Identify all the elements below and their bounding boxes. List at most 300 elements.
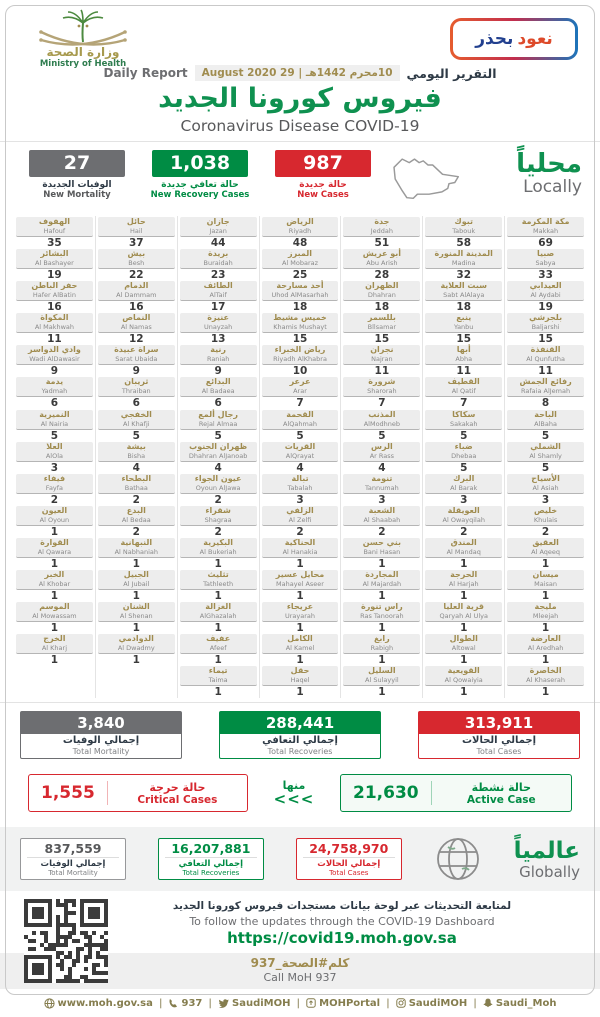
footer-separator: |	[208, 997, 213, 1009]
footer-link-saudimoh[interactable]	[218, 998, 290, 1009]
city-name-en: Al Shenan	[119, 612, 153, 621]
city-name-box	[425, 602, 502, 622]
city-cell	[425, 280, 502, 312]
city-cell	[262, 665, 339, 697]
city-column	[259, 216, 341, 698]
city-name-en: Al Asiah	[532, 483, 559, 492]
city-name-en: Al Shaabah	[363, 515, 401, 524]
city-cell	[16, 473, 93, 505]
city-new-cases: 1	[296, 622, 304, 635]
city-new-cases: 6	[50, 397, 59, 410]
global-recoveries-label-ar: إجمالي التعافي	[165, 857, 257, 869]
city-new-cases: 32	[456, 269, 472, 282]
city-name-box	[180, 666, 257, 686]
city-name-en: Al Nabhaniah	[114, 547, 158, 556]
city-name-en: Al Aqeeq	[531, 547, 561, 556]
palm-swords-logo-icon	[35, 10, 131, 46]
city-cell	[425, 569, 502, 601]
city-cell	[180, 633, 257, 665]
city-name-box	[507, 410, 584, 430]
total-mortality-label-en: Total Mortality	[72, 747, 130, 756]
city-cell	[343, 633, 420, 665]
city-name-en: Raniah	[206, 355, 230, 364]
city-name-en: Jazan	[209, 227, 227, 235]
city-cell	[180, 216, 257, 248]
city-new-cases: 3	[460, 493, 468, 506]
city-cell	[425, 344, 502, 376]
city-name-box	[16, 313, 93, 333]
city-name-en: Dhebaa	[451, 451, 477, 460]
city-name-en: Unayzah	[204, 323, 233, 332]
city-name-ar: السليل	[368, 666, 396, 676]
city-name-box	[262, 442, 339, 462]
city-cell	[16, 505, 93, 537]
page-title-english: Coronavirus Disease COVID-19	[180, 117, 420, 135]
footer-link-label: Saudi_Moh	[495, 997, 557, 1009]
city-name-ar: سراة عبيدة	[114, 345, 159, 355]
city-new-cases: 1	[378, 686, 386, 699]
city-name-box	[98, 634, 175, 654]
city-new-cases: 1	[541, 557, 550, 570]
city-cell	[343, 441, 420, 473]
total-mortality-box	[20, 711, 182, 759]
city-new-cases: 1	[214, 557, 222, 570]
city-name-en: Sakakah	[449, 419, 478, 428]
globe-icon	[44, 998, 55, 1009]
city-name-ar: القريات	[284, 441, 316, 451]
city-cell	[180, 505, 257, 537]
city-new-cases: 6	[132, 397, 140, 410]
city-name-en: Abha	[455, 355, 473, 364]
city-name-box	[16, 506, 93, 526]
city-cell	[343, 569, 420, 601]
city-new-cases: 7	[296, 397, 304, 410]
city-name-box	[16, 442, 93, 462]
city-cell	[180, 665, 257, 697]
city-cell	[262, 505, 339, 537]
city-name-en: Tathleeth	[203, 580, 234, 589]
city-new-cases: 17	[210, 301, 226, 314]
city-name-en: Besh	[128, 259, 145, 268]
city-cell	[180, 569, 257, 601]
city-new-cases: 15	[292, 333, 308, 346]
total-cases-box	[418, 711, 580, 759]
city-name-en: Al Zelfi	[288, 515, 312, 524]
city-name-en: Bisha	[127, 451, 146, 460]
city-name-box	[180, 570, 257, 590]
city-name-ar: القحمة	[286, 409, 314, 419]
city-name-ar: العويقلة	[447, 505, 480, 515]
of-which-label: منها	[282, 779, 306, 792]
page-title-arabic: فيروس كورونا الجديد	[158, 83, 442, 114]
twitter-icon	[218, 998, 229, 1008]
total-recoveries-value: 288,441	[220, 712, 380, 734]
city-new-cases: 1	[214, 654, 222, 667]
city-new-cases: 10	[292, 365, 308, 378]
city-name-box	[343, 474, 420, 494]
city-cell	[507, 473, 584, 505]
city-cell	[507, 312, 584, 344]
city-name-box	[98, 249, 175, 269]
city-new-cases: 2	[214, 525, 222, 538]
city-new-cases: 2	[541, 525, 550, 538]
city-cell	[507, 344, 584, 376]
city-new-cases: 4	[214, 461, 222, 474]
active-cases-value: 21,630	[353, 783, 419, 803]
city-new-cases: 9	[50, 365, 59, 378]
city-cell	[343, 280, 420, 312]
city-cell	[98, 505, 175, 537]
city-new-cases: 1	[50, 622, 59, 635]
city-cell	[262, 633, 339, 665]
city-name-en: Al Khafji	[122, 419, 150, 428]
city-new-cases: 1	[214, 590, 222, 603]
city-new-cases: 2	[132, 493, 140, 506]
city-cell	[16, 601, 93, 633]
city-name-box	[507, 249, 584, 269]
new-cases-label-en: New Cases	[297, 190, 349, 200]
city-cell	[98, 312, 175, 344]
city-cell	[343, 344, 420, 376]
city-name-box	[98, 313, 175, 333]
city-cell	[98, 409, 175, 441]
moh-logo	[22, 10, 144, 69]
new-cases-stat	[264, 150, 382, 200]
city-cell	[343, 312, 420, 344]
footer-link-saudi_moh[interactable]	[483, 998, 557, 1009]
locally-label-en: Locally	[523, 177, 582, 197]
city-column	[14, 216, 95, 698]
city-name-en: AlOla	[45, 451, 64, 460]
city-name-box	[507, 538, 584, 558]
city-cell	[425, 441, 502, 473]
global-mortality-value: 837,559	[44, 841, 102, 856]
total-mortality-value: 3,840	[21, 712, 181, 734]
city-name-en: Uhod AlMasarhah	[271, 291, 329, 300]
city-name-en: Al Kamel	[285, 644, 315, 653]
city-name-box	[262, 345, 339, 365]
city-name-box	[507, 281, 584, 301]
city-name-box	[16, 602, 93, 622]
city-name-ar: عفيف	[206, 634, 231, 644]
city-name-en: AlBaha	[534, 419, 557, 428]
city-name-en: Al Namas	[120, 323, 152, 332]
city-new-cases: 1	[132, 557, 140, 570]
city-new-cases: 6	[214, 397, 222, 410]
city-new-cases: 11	[538, 365, 553, 378]
city-name-ar: خليص	[533, 505, 558, 515]
active-cases-label-en: Active Case	[466, 793, 536, 806]
city-name-en: Najran	[371, 355, 393, 364]
city-name-en: Al Bedaa	[121, 515, 151, 524]
city-cell	[343, 473, 420, 505]
city-cell	[262, 409, 339, 441]
city-name-ar: راس تنورة	[360, 602, 403, 612]
city-new-cases: 1	[214, 622, 222, 635]
city-name-box	[98, 377, 175, 397]
city-name-en: Khulais	[533, 515, 558, 524]
city-new-cases: 2	[214, 493, 222, 506]
city-name-box	[343, 666, 420, 686]
city-name-box	[16, 281, 93, 301]
daily-report-label-ar: التقرير اليومي	[406, 65, 497, 81]
city-name-ar: محايل عسير	[275, 570, 325, 580]
city-new-cases: 1	[460, 557, 468, 570]
city-name-box	[16, 538, 93, 558]
city-name-ar: تبوك	[454, 217, 474, 226]
city-new-cases: 44	[210, 237, 226, 249]
critical-cases-value: 1,555	[41, 783, 95, 803]
city-cell	[262, 280, 339, 312]
city-name-box	[180, 377, 257, 397]
city-new-cases: 4	[296, 461, 304, 474]
dashboard-line-en: To follow the updates through the COVID-19 Dashboard	[189, 915, 495, 928]
city-new-cases: 8	[541, 397, 550, 410]
city-new-cases: 5	[378, 429, 386, 442]
city-name-ar: البدع	[126, 505, 146, 515]
city-name-en: Al Mowassam	[32, 612, 77, 621]
city-new-cases: 37	[128, 237, 144, 249]
city-name-en: AlTaif	[209, 291, 227, 300]
city-new-cases: 5	[50, 429, 59, 442]
city-new-cases: 9	[214, 365, 222, 378]
city-cell	[507, 441, 584, 473]
new-recoveries-label-ar: حالة تعافي جديدة	[161, 180, 239, 190]
city-name-ar: ثريبان	[124, 377, 149, 387]
city-name-ar: شرورة	[368, 377, 396, 387]
city-column	[422, 216, 504, 698]
footer-link-mohportal[interactable]	[306, 998, 380, 1009]
city-name-en: Al Oyoun	[39, 515, 70, 524]
city-new-cases: 1	[296, 686, 304, 699]
city-cell	[180, 344, 257, 376]
city-name-box	[425, 281, 502, 301]
critical-active-row	[0, 759, 600, 817]
city-name-ar: الباحة	[534, 409, 557, 419]
ministry-name-arabic: وزارة الصحة	[46, 45, 120, 59]
city-name-en: Al Barak	[450, 483, 478, 492]
city-name-box	[262, 281, 339, 301]
city-new-cases: 16	[128, 301, 144, 314]
city-name-box	[343, 634, 420, 654]
city-new-cases: 2	[296, 525, 304, 538]
city-name-ar: الظهران	[365, 281, 399, 291]
qr-code	[24, 899, 108, 983]
city-new-cases: 16	[47, 301, 62, 314]
local-stats-row	[0, 142, 600, 210]
city-name-ar: المكواة	[40, 313, 69, 323]
city-name-box	[425, 410, 502, 430]
city-name-ar: النماص	[122, 313, 151, 323]
city-name-en: Madina	[451, 259, 476, 268]
city-name-box	[425, 506, 502, 526]
city-name-ar: الهفوف	[38, 217, 70, 226]
city-name-ar: الرس	[370, 441, 393, 451]
city-name-en: Fayfa	[45, 483, 64, 492]
city-cell	[343, 409, 420, 441]
city-cell	[262, 248, 339, 280]
city-name-box	[180, 281, 257, 301]
city-name-box	[16, 410, 93, 430]
city-name-en: Ras Tanoorah	[360, 612, 404, 621]
city-name-box	[507, 474, 584, 494]
city-name-en: Al Majardah	[362, 580, 402, 589]
city-cell	[98, 441, 175, 473]
city-name-ar: الأسياح	[531, 473, 560, 483]
city-name-box	[507, 377, 584, 397]
city-name-en: Haqel	[290, 676, 310, 685]
globally-label	[514, 839, 580, 880]
city-cell	[507, 537, 584, 569]
footer-link-saudimoh[interactable]	[396, 998, 467, 1009]
city-name-en: Mleejah	[532, 612, 559, 621]
city-new-cases: 25	[292, 269, 308, 282]
city-name-ar: النبهانية	[120, 537, 153, 547]
city-name-en: Tabouk	[452, 227, 476, 235]
city-name-ar: قرية العليا	[443, 602, 485, 612]
city-new-cases: 48	[292, 237, 308, 249]
city-cell	[343, 665, 420, 697]
city-name-box	[343, 570, 420, 590]
city-name-ar: جدة	[374, 217, 390, 226]
city-name-en: AlModhneb	[363, 419, 401, 428]
city-new-cases: 2	[50, 493, 59, 506]
divider	[431, 781, 432, 805]
city-cell	[16, 248, 93, 280]
city-new-cases: 58	[456, 237, 472, 249]
instagram-icon	[396, 998, 406, 1008]
city-cell	[343, 376, 420, 408]
city-new-cases: 2	[460, 525, 468, 538]
city-name-box	[262, 249, 339, 269]
city-name-ar: بيش	[127, 249, 146, 259]
city-cell	[425, 248, 502, 280]
city-cell	[180, 409, 257, 441]
city-cell	[98, 376, 175, 408]
global-cases-label-ar: إجمالي الحالات	[303, 857, 395, 869]
city-name-box	[180, 634, 257, 654]
city-cell	[180, 473, 257, 505]
city-name-box	[262, 410, 339, 430]
city-name-ar: الشنان	[122, 602, 150, 612]
city-name-ar: الكامل	[287, 634, 313, 644]
city-name-ar: ظهران الجنوب	[189, 441, 248, 451]
city-name-en: Sabya	[535, 259, 556, 268]
city-name-box	[16, 377, 93, 397]
city-new-cases: 1	[378, 590, 386, 603]
city-name-ar: الشعبة	[368, 505, 396, 515]
new-mortality-stat	[18, 150, 136, 200]
city-name-ar: الخرج	[43, 634, 66, 644]
city-new-cases: 4	[378, 461, 386, 474]
city-name-box	[98, 538, 175, 558]
city-name-box	[262, 474, 339, 494]
saudi-map-icon	[387, 150, 465, 206]
city-name-box	[507, 217, 584, 237]
city-name-en: Al Mandaq	[446, 547, 481, 556]
city-name-ar: البطحاء	[121, 473, 152, 483]
city-name-en: Al Jubail	[123, 580, 150, 589]
city-name-en: Al Sulayyil	[365, 676, 399, 685]
city-name-box	[16, 570, 93, 590]
city-cell	[98, 216, 175, 248]
city-cell	[16, 633, 93, 665]
global-recoveries-label-en: Total Recoveries	[182, 869, 240, 877]
global-cases-label-en: Total Cases	[329, 869, 369, 877]
city-new-cases: 19	[538, 301, 553, 314]
city-cell	[98, 601, 175, 633]
badge-word-1: نعود	[517, 29, 553, 49]
city-name-ar: بريدة	[207, 249, 229, 259]
city-new-cases: 1	[296, 590, 304, 603]
city-name-en: Arar	[293, 387, 307, 396]
global-mortality-label-ar: إجمالي الوفيات	[27, 857, 119, 869]
city-name-en: Ar Rass	[369, 451, 395, 460]
city-name-en: Al Mobaraz	[281, 259, 319, 268]
city-name-en: Sarat Ubaida	[115, 355, 158, 364]
footer-link-937[interactable]	[168, 998, 202, 1009]
city-cell	[343, 601, 420, 633]
critical-cases-label-ar: حالة حرجة	[149, 780, 206, 794]
footer-link-www.moh.gov.sa[interactable]	[44, 998, 153, 1009]
city-name-box	[507, 442, 584, 462]
city-name-box	[343, 313, 420, 333]
badge-word-2: بحذر	[475, 29, 514, 49]
city-cell	[180, 601, 257, 633]
city-name-ar: البشائر	[40, 249, 69, 259]
global-mortality-label-en: Total Mortality	[48, 869, 98, 877]
dashboard-url-link[interactable]: https://covid19.moh.gov.sa	[227, 929, 457, 947]
total-recoveries-label-ar: إجمالي التعافي	[262, 735, 338, 746]
city-cell	[16, 537, 93, 569]
city-name-en: AlQahmah	[283, 419, 317, 428]
city-new-cases: 51	[374, 237, 390, 249]
city-name-en: Yadmah	[41, 387, 68, 396]
new-mortality-label-ar: الوفيات الجديدة	[42, 180, 112, 190]
city-new-cases: 1	[541, 686, 550, 699]
city-name-box	[16, 217, 93, 237]
city-cell	[180, 248, 257, 280]
city-name-box	[262, 602, 339, 622]
city-new-cases: 1	[132, 654, 140, 667]
footer-link-label: SaudiMOH	[408, 997, 468, 1009]
city-new-cases: 35	[47, 237, 62, 249]
city-name-en: Bani Hasan	[363, 547, 401, 556]
city-cell	[16, 409, 93, 441]
city-name-box	[180, 410, 257, 430]
city-new-cases: 13	[210, 333, 226, 346]
city-name-ar: سكاكا	[452, 409, 476, 419]
city-name-box	[262, 538, 339, 558]
city-cell	[425, 505, 502, 537]
city-name-ar: الخاصرة	[529, 666, 562, 676]
city-name-en: Thraiban	[121, 387, 151, 396]
city-new-cases: 22	[128, 269, 144, 282]
new-mortality-value: 27	[29, 150, 125, 177]
city-cell	[425, 312, 502, 344]
city-name-box	[507, 634, 584, 654]
totals-row	[0, 703, 600, 759]
city-cell	[98, 280, 175, 312]
city-name-ar: حائل	[126, 217, 146, 226]
city-name-en: Al Qawara	[37, 547, 72, 556]
city-name-box	[425, 377, 502, 397]
city-cell	[425, 409, 502, 441]
city-name-ar: العيدابي	[529, 281, 562, 291]
city-name-ar: الحناكية	[284, 537, 316, 547]
city-name-ar: الزلفي	[286, 505, 314, 515]
city-name-ar: الخفجي	[120, 409, 152, 419]
